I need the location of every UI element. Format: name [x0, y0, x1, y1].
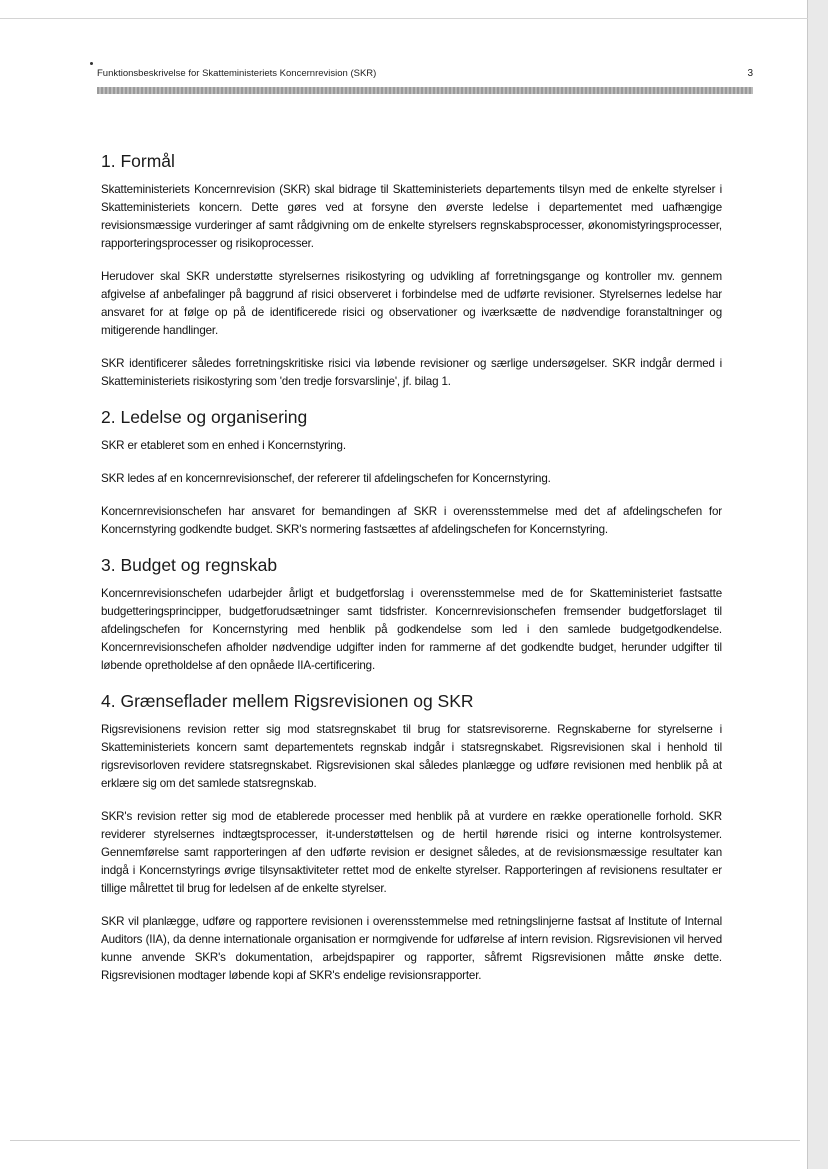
page-number: 3 [747, 68, 753, 79]
section-heading: 1. Formål [101, 151, 175, 171]
section-heading: 3. Budget og regnskab [101, 555, 278, 575]
paragraph: Herudover skal SKR understøtte styrelsernes risikostyring og udvikling af forretningsgange og kontroller mv. gennem afgivelse af anbefalinger på baggrund af risici observeret i forbindelse med de udførte revisioner. Styrelsernes ledelse har ansvaret for at følge op på de identificerede risici og observationer og iværksætte de nødvendige foranstaltninger og mitigerende handlinger. [101, 270, 722, 337]
paragraph: Skatteministeriets Koncernrevision (SKR) skal bidrage til Skatteministeriets departements tilsyn med de enkelte styrelser i Skatteministeriets koncern. Dette gøres ved at forsyne den øverste ledelse i departementet med uafhængige revisionsmæssige vurderinger af samt rådgivning om de enkelte styrelsers regnskabsprocesser, økonomistyringsprocesser, rapporteringsprocesser og risikoprocesser. [101, 183, 722, 250]
header-rule [97, 87, 753, 94]
section-budget [101, 554, 722, 675]
scan-dot [90, 62, 93, 65]
paragraph: Rigsrevisionens revision retter sig mod statsregnskabet til brug for statsrevisorerne. Regnskaberne for styrelserne i Skatteministeriets koncern samt departementets regnskab indgår i statsregnskabet. Rigsrevisionen skal i henhold til rigsrevisorloven revidere statsregnskabet. Rigsrevisionen skal således planlægge og udføre revisionen med henblik på at erklære sig om det samlede statsregnskab. [101, 723, 722, 790]
document-body [101, 150, 722, 1000]
paragraph: Koncernrevisionschefen udarbejder årligt et budgetforslag i overensstemmelse med de for Skatteministeriet fastsatte budgetteringsprincipper, budgetforudsætninger samt tidsfrister. Koncernrevisionschefen fremsender budgetforslaget til afdelingschefen for Koncernstyring med henblik på godkendelse som led i den samlede budgetgodkendelse. Koncernrevisionschefen afholder nødvendige udgifter inden for rammerne af det godkendte budget, herunder udgifter til løbende opretholdelse af den opnåede IIA-certificering. [101, 587, 722, 672]
page-top-edge [0, 18, 808, 19]
paragraph: Koncernrevisionschefen har ansvaret for bemandingen af SKR i overensstemmelse med det af afdelingschefen for Koncernstyring godkendte budget. SKR's normering fastsættes af afdelingschefen for Koncernstyring. [101, 505, 722, 536]
paragraph: SKR vil planlægge, udføre og rapportere revisionen i overensstemmelse med retningslinjerne fastsat af Institute of Internal Auditors (IIA), da denne internationale organisation er normgivende for udførelse af intern revision. Rigsrevisionen vil herved kunne anvende SKR's dokumentation, arbejdspapirer og rapporter, såfremt Rigsrevisionen måtte ønske dette. Rigsrevisionen modtager løbende kopi af SKR's endelige revisionsrapporter. [101, 915, 722, 982]
paragraph: SKR ledes af en koncernrevisionschef, der refererer til afdelingschefen for Koncernstyring. [101, 472, 551, 485]
section-heading: 2. Ledelse og organisering [101, 407, 308, 427]
section-heading: 4. Grænseflader mellem Rigsrevisionen og SKR [101, 691, 474, 711]
paragraph: SKR's revision retter sig mod de etablerede processer med henblik på at vurdere en række operationelle forhold. SKR reviderer styrelsernes indtægtsprocesser, it-understøttelsen og de hertil hørende risici og interne kontrolsystemer. Gennemførelse samt rapporteringen af den udførte revision er designet således, at de revisionsmæssige resultater kan indgå i Koncernstyrings øvrige tilsynsaktiviteter rettet mod de enkelte styrelser. Rapporteringen af revisionens resultater er tillige målrettet til brug for ledelsen af de enkelte styrelser. [101, 810, 722, 895]
page-bottom-rule [10, 1140, 800, 1141]
section-formaal [101, 150, 722, 391]
page-header [97, 68, 753, 82]
paragraph: SKR er etableret som en enhed i Koncernstyring. [101, 439, 346, 452]
paragraph: SKR identificerer således forretningskritiske risici via løbende revisioner og særlige undersøgelser. SKR indgår dermed i Skatteministeriets risikostyring som 'den tredje forsvarslinje', jf. bilag 1. [101, 357, 722, 388]
header-title: Funktionsbeskrivelse for Skatteministeriets Koncernrevision (SKR) [97, 68, 377, 79]
section-ledelse [101, 406, 722, 539]
section-graenseflader [101, 690, 722, 985]
